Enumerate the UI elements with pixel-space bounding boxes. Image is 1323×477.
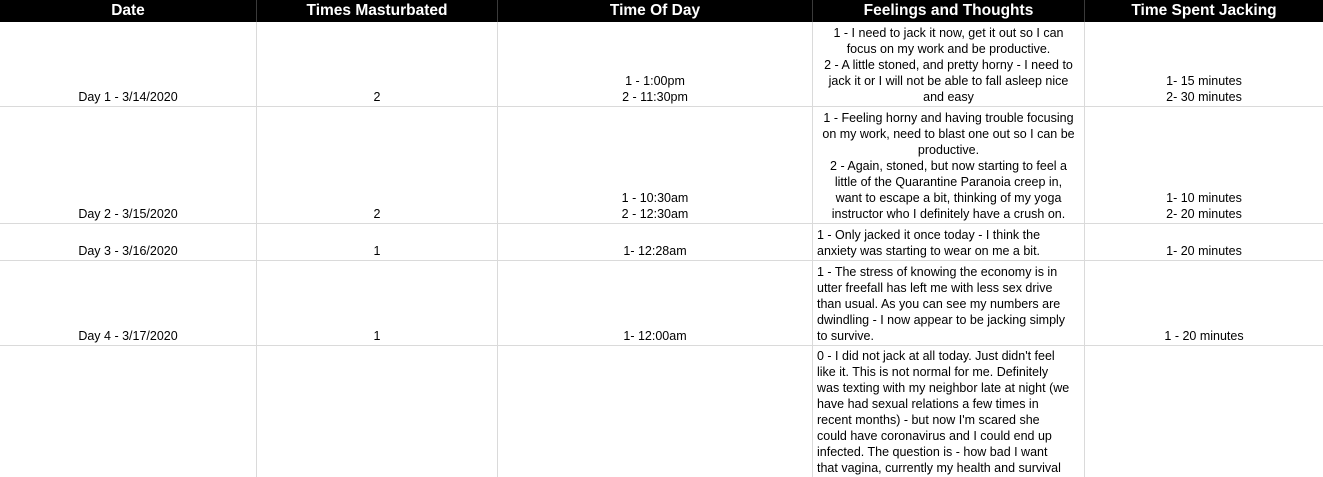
date-cell[interactable] — [0, 261, 257, 345]
feelings-line: jack it or I will not be able to fall asleep nice — [828, 74, 1069, 88]
times-cell[interactable] — [257, 346, 498, 477]
feelings-line: productive. — [917, 143, 980, 157]
feelings-line: that vagina, currently my health and survival — [817, 461, 1061, 475]
date-text: Day 4 - 3/17/2020 — [78, 329, 178, 343]
time-spent-line: 2- 30 minutes — [1166, 90, 1242, 104]
times-cell[interactable] — [257, 22, 498, 106]
times-text: 1 — [373, 244, 381, 258]
feelings-cell[interactable] — [813, 261, 1085, 345]
feelings-cell[interactable] — [813, 107, 1085, 223]
date-text: Day 1 - 3/14/2020 — [78, 90, 178, 104]
feelings-line: than usual. As you can see my numbers are — [817, 297, 1061, 311]
time-of-day-line: 2 - 11:30pm — [622, 90, 688, 104]
feelings-line: on my work, need to blast one out so I can be — [822, 127, 1075, 141]
feelings-line: infected. The question is - how bad I want — [817, 445, 1048, 459]
table-row — [0, 346, 1323, 477]
date-text: Day 3 - 3/16/2020 — [78, 244, 178, 258]
feelings-line: 2 - A little stoned, and pretty horny - I need to — [824, 58, 1073, 72]
time-of-day-line: 1- 12:28am — [623, 244, 687, 258]
feelings-line: anxiety was starting to wear on me a bit. — [817, 244, 1041, 258]
table-row — [0, 261, 1323, 346]
time-of-day-line: 1- 12:00am — [623, 329, 687, 343]
feelings-line: little of the Quarantine Paranoia creep in, — [834, 175, 1063, 189]
header-time-spent[interactable]: Time Spent Jacking — [1131, 1, 1277, 19]
header-times-masturbated[interactable]: Times Masturbated — [257, 0, 498, 22]
times-text: 1 — [373, 329, 381, 343]
time-spent-line: 1 - 20 minutes — [1164, 329, 1244, 343]
time-spent-line: 2- 20 minutes — [1166, 207, 1242, 221]
time-of-day-cell[interactable] — [498, 224, 813, 260]
time-spent-cell[interactable] — [1085, 261, 1323, 345]
feelings-line: like it. This is not normal for me. Definitely — [817, 365, 1049, 379]
time-of-day-cell[interactable] — [498, 107, 813, 223]
feelings-cell[interactable] — [813, 22, 1085, 106]
feelings-cell[interactable] — [813, 224, 1085, 260]
time-of-day-line: 1 - 1:00pm — [625, 74, 685, 88]
time-spent-cell[interactable] — [1085, 22, 1323, 106]
times-text: 2 — [373, 90, 381, 104]
feelings-line: 0 - I did not jack at all today. Just didn't feel — [817, 349, 1055, 363]
header-time-of-day[interactable]: Time Of Day — [498, 0, 813, 22]
feelings-line: was texting with my neighbor late at night (we — [817, 381, 1070, 395]
feelings-line: 1 - Only jacked it once today - I think the — [817, 228, 1041, 242]
feelings-line: dwindling - I now appear to be jacking simply — [817, 313, 1066, 327]
feelings-line: 1 - Feeling horny and having trouble focusing — [823, 111, 1074, 125]
feelings-line: to survive. — [817, 329, 874, 343]
header-feelings-and-thoughts[interactable]: Feelings and Thoughts — [813, 0, 1085, 22]
date-cell[interactable] — [0, 346, 257, 477]
time-spent-line: 1- 10 minutes — [1166, 191, 1242, 205]
feelings-line: instructor who I definitely have a crush on. — [831, 207, 1066, 221]
header-row — [0, 0, 1323, 22]
table-row — [0, 107, 1323, 224]
date-cell[interactable] — [0, 107, 257, 223]
feelings-line: could have coronavirus and I could end up — [817, 429, 1052, 443]
date-cell[interactable] — [0, 224, 257, 260]
feelings-cell[interactable] — [813, 346, 1085, 477]
feelings-line: and easy — [923, 90, 974, 104]
time-spent-line: 1- 20 minutes — [1166, 244, 1242, 258]
time-of-day-cell[interactable] — [498, 261, 813, 345]
feelings-line: 1 - I need to jack it now, get it out so I can — [833, 26, 1064, 40]
time-of-day-line: 2 - 12:30am — [621, 207, 689, 221]
feelings-line: 2 - Again, stoned, but now starting to feel a — [830, 159, 1067, 173]
times-cell[interactable] — [257, 107, 498, 223]
times-cell[interactable] — [257, 261, 498, 345]
feelings-line: recent months) - but now I'm scared she — [817, 413, 1040, 427]
time-spent-cell[interactable] — [1085, 224, 1323, 260]
time-of-day-cell[interactable] — [498, 22, 813, 106]
date-cell[interactable] — [0, 22, 257, 106]
feelings-line: 1 - The stress of knowing the economy is in — [817, 265, 1058, 279]
time-spent-cell[interactable] — [1085, 346, 1323, 477]
feelings-line: focus on my work and be productive. — [846, 42, 1051, 56]
header-date[interactable]: Date — [0, 0, 257, 22]
feelings-line: have had sexual relations a few times in — [817, 397, 1039, 411]
time-of-day-cell[interactable] — [498, 346, 813, 477]
table-row — [0, 22, 1323, 107]
feelings-line: utter freefall has left me with less sex drive — [817, 281, 1053, 295]
date-text: Day 2 - 3/15/2020 — [78, 207, 178, 221]
times-cell[interactable] — [257, 224, 498, 260]
feelings-line: want to escape a bit, thinking of my yoga — [835, 191, 1062, 205]
time-spent-cell[interactable] — [1085, 107, 1323, 223]
time-spent-line: 1- 15 minutes — [1166, 74, 1242, 88]
time-of-day-line: 1 - 10:30am — [621, 191, 689, 205]
table-row — [0, 224, 1323, 261]
times-text: 2 — [373, 207, 381, 221]
